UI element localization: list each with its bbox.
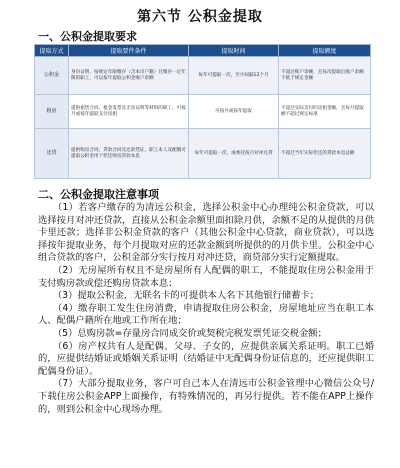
section-heading-notes: 二、公积金提取注意事项 xyxy=(38,188,159,201)
table-cell-amount: 不超过账户余额，且每次提取后账户余额不低于规定金额 xyxy=(279,57,371,95)
table-row xyxy=(35,95,371,129)
page-title: 第六节 公积金提取 xyxy=(137,9,263,25)
table-cell-amount: 不超过实际支付的房租金额，且每月提取额不超过规定标准 xyxy=(279,95,371,129)
table-row xyxy=(35,129,371,179)
note-paragraph: （3）提取公积金，无联名卡的可提供本人名下其他银行储蓄卡； xyxy=(52,290,320,302)
table-header-cell: 提取额度 xyxy=(279,45,371,57)
table-header-row xyxy=(35,45,371,57)
table-header-cell: 提取时间 xyxy=(189,45,279,57)
table-cell-type: 租房 xyxy=(35,95,69,129)
table-row xyxy=(35,57,371,95)
table-cell-type: 还贷 xyxy=(35,129,69,179)
table-header-cell: 提取方式 xyxy=(35,45,69,57)
note-paragraph: （4）缴存职工发生住房消费，申请提取住房公积金，房屋地址应当在职工本人、配偶户籍所在地或工作所在地； xyxy=(38,302,374,327)
table-cell-condition: 提供租赁合同、租金发票及无房证明等材料的职工，可按月或按年提取支付房租 xyxy=(69,95,189,129)
table-cell-time: 每年可提取一次，至少间隔12个月 xyxy=(189,57,279,95)
notes-body xyxy=(38,202,374,416)
table-cell-amount: 不超过当年实际偿还的贷款本息总额 xyxy=(279,129,371,179)
table-cell-time: 可按月或按年提取 xyxy=(189,95,279,129)
table-cell-type: 公积金 xyxy=(35,57,69,95)
withdrawal-requirements-table xyxy=(34,44,371,179)
note-paragraph: （2）无房屋所有权且不是房屋所有人配偶的职工，不能提取住房公积金用于支付购房款或偿还购房贷款本息； xyxy=(38,264,374,289)
table-header-cell: 提取要件条件 xyxy=(69,45,189,57)
note-paragraph: （7）大部分提取业务，客户可自己本人在清远市公积金管理中心微信公众号/下载住房公积金APP上面操作，有特殊情况的，再另行提供。若不能在APP上操作的，则到公积金中心现场办理。 xyxy=(38,378,374,415)
section-heading-requirements: 一、公积金提取要求 xyxy=(38,30,137,43)
note-paragraph: （1）若客户缴存的为清远公积金，选择公积金中心办理纯公积金贷款，可以选择按月对冲还贷款，直接从公积金余额里面扣除月供，余额不足的从提供的月供卡里还款；选择非公积金贷款的客户（其他公积金中心贷款，商业贷款），可以选择按年提取业务，每个月提取对应的还款金额到所提供的的月供卡里。公积金中心组合贷款的客户，公积金部分实行按月对冲还贷，商贷部分实行定额提取。 xyxy=(38,202,374,264)
table-cell-condition: 身份证明、按规定年限缴存（含本市户籍）且缴存一定年限的职工，可以按年提取公积金账户余额 xyxy=(69,57,189,95)
table-cell-condition: 提供购房合同、贷款合同及还款凭证，职工本人及配偶可提取公积金用于偿还购房贷款本息 xyxy=(69,129,189,179)
table-cell-time: 每年可提取一次，或委托按月对冲还贷 xyxy=(189,129,279,179)
note-paragraph: （6）房产权共有人是配偶、父母、子女的，应提供亲属关系证明。职工已婚的，应提供结婚证或婚姻关系证明（结婚证中无配偶身份证信息的，还应提供职工配偶身份证）。 xyxy=(38,340,374,377)
note-paragraph: （5）总购房款=存量房合同成交价或契税完税发票凭证交税金额； xyxy=(52,327,327,339)
